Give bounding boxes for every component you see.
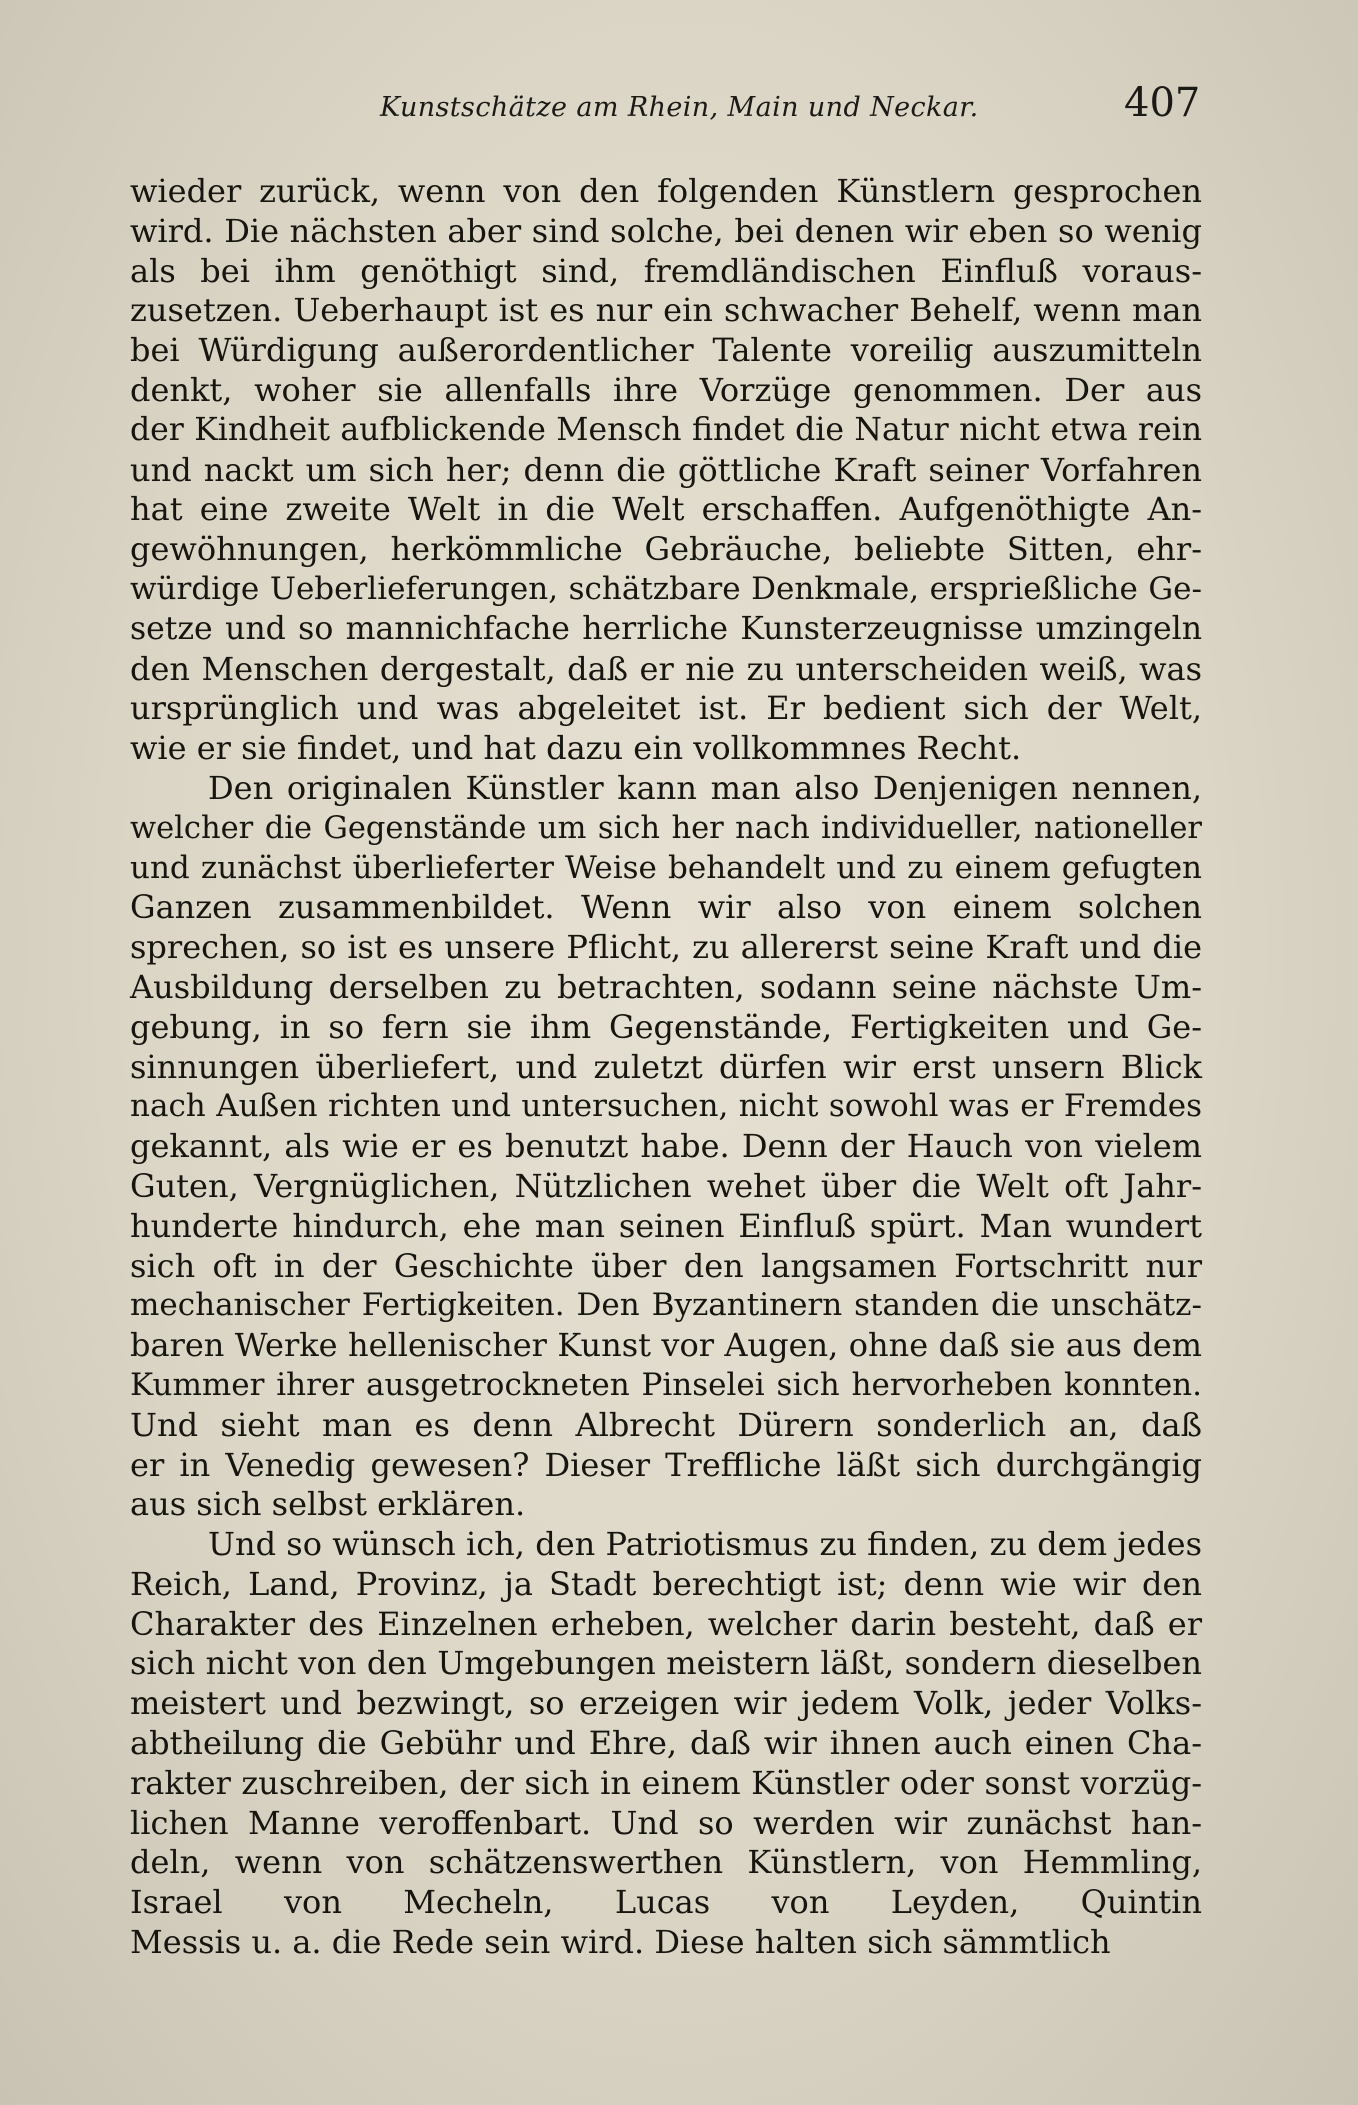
text-line: sich oft in der Geschichte über den langsamen Fortschritt nur [130,1246,1202,1285]
paragraph [130,172,1202,769]
text-line: ursprünglich und was abgeleitet ist. Er bedient sich der Welt, [130,689,1202,728]
text-line: wie er sie findet, und hat dazu ein vollkommnes Recht. [130,729,1022,768]
body-text [130,172,1202,1963]
text-line: meistert und bezwingt, so erzeigen wir jedem Volk, jeder Volks- [130,1684,1202,1723]
text-line: baren Werke hellenischer Kunst vor Augen, ohne daß sie aus dem [130,1326,1202,1365]
text-line: sich nicht von den Umgebungen meistern läßt, sondern dieselben [130,1644,1202,1683]
text-line: Guten, Vergnüglichen, Nützlichen wehet über die Welt oft Jahr- [130,1166,1202,1205]
text-line: Israel von Mecheln, Lucas von Leyden, Quintin [130,1883,1202,1922]
text-line: Ausbildung derselben zu betrachten, sodann seine nächste Um- [130,967,1202,1006]
text-line: zusetzen. Ueberhaupt ist es nur ein schwacher Behelf, wenn man [130,291,1202,330]
paragraph [130,769,1202,1525]
text-line: wird. Die nächsten aber sind solche, bei denen wir eben so wenig [130,211,1202,250]
text-line: gewöhnungen, herkömmliche Gebräuche, beliebte Sitten, ehr- [130,530,1202,569]
text-line: denkt, woher sie allenfalls ihre Vorzüge genommen. Der aus [130,370,1202,409]
text-line: den Menschen dergestalt, daß er nie zu unterscheiden weiß, was [130,649,1202,688]
page-header [0,78,1358,134]
text-line: gebung, in so fern sie ihm Gegenstände, Fertigkeiten und Ge- [130,1007,1202,1046]
text-line: Und sieht man es denn Albrecht Dürern sonderlich an, daß [130,1405,1202,1444]
running-head: Kunstschätze am Rhein, Main und Neckar. [380,92,979,123]
text-line: lichen Manne veroffenbart. Und so werden wir zunächst han- [130,1803,1202,1842]
text-line: mechanischer Fertigkeiten. Den Byzantinern standen die unschätz- [130,1287,1202,1324]
text-line: aus sich selbst erklären. [130,1485,526,1524]
text-line: gekannt, als wie er es benutzt habe. Denn der Hauch von vielem [130,1127,1202,1166]
text-line: Ganzen zusammenbildet. Wenn wir also von einem solchen [130,888,1202,927]
text-line: der Kindheit aufblickende Mensch findet die Natur nicht etwa rein [130,411,1202,448]
text-line: er in Venedig gewesen? Dieser Treffliche läßt sich durchgängig [130,1445,1202,1484]
text-line: hunderte hindurch, ehe man seinen Einfluß spürt. Man wundert [130,1206,1202,1245]
text-line: nach Außen richten und untersuchen, nicht sowohl was er Fremdes [130,1088,1202,1125]
text-line: Kummer ihrer ausgetrockneten Pinselei sich hervorheben konnten. [130,1366,1202,1403]
text-line: Und so wünsch ich, den Patriotismus zu finden, zu dem jedes [208,1525,1202,1564]
text-line: welcher die Gegenstände um sich her nach individueller, nationeller [130,810,1202,846]
text-line: abtheilung die Gebühr und Ehre, daß wir ihnen auch einen Cha- [130,1724,1202,1763]
text-line: hat eine zweite Welt in die Welt erschaffen. Aufgenöthigte An- [130,490,1202,529]
text-line: sprechen, so ist es unsere Pflicht, zu allererst seine Kraft und die [130,928,1202,967]
text-line: Messis u. a. die Rede sein wird. Diese halten sich sämmtlich [130,1923,1111,1962]
text-line: sinnungen überliefert, und zuletzt dürfen wir erst unsern Blick [130,1047,1202,1086]
text-line: und nackt um sich her; denn die göttliche Kraft seiner Vorfahren [130,450,1202,489]
page-number: 407 [1124,80,1201,126]
text-line: als bei ihm genöthigt sind, fremdländischen Einfluß voraus- [130,251,1202,290]
paragraph [130,1525,1202,1963]
text-line: und zunächst überlieferter Weise behandelt und zu einem gefugten [130,849,1202,886]
text-line: Den originalen Künstler kann man also Denjenigen nennen, [208,768,1202,807]
text-line: bei Würdigung außerordentlicher Talente voreilig auszumitteln [130,331,1202,370]
text-line: Charakter des Einzelnen erheben, welcher darin besteht, daß er [130,1604,1202,1643]
text-line: rakter zuschreiben, der sich in einem Künstler oder sonst vorzüg- [130,1763,1202,1802]
text-line: würdige Ueberlieferungen, schätzbare Denkmale, ersprießliche Ge- [130,570,1202,607]
text-line: deln, wenn von schätzenswerthen Künstlern, von Hemmling, [130,1843,1202,1882]
text-line: wieder zurück, wenn von den folgenden Künstlern gesprochen [130,172,1202,210]
text-line: setze und so mannichfache herrliche Kunsterzeugnisse umzingeln [130,610,1202,647]
text-line: Reich, Land, Provinz, ja Stadt berechtigt ist; denn wie wir den [130,1564,1202,1603]
